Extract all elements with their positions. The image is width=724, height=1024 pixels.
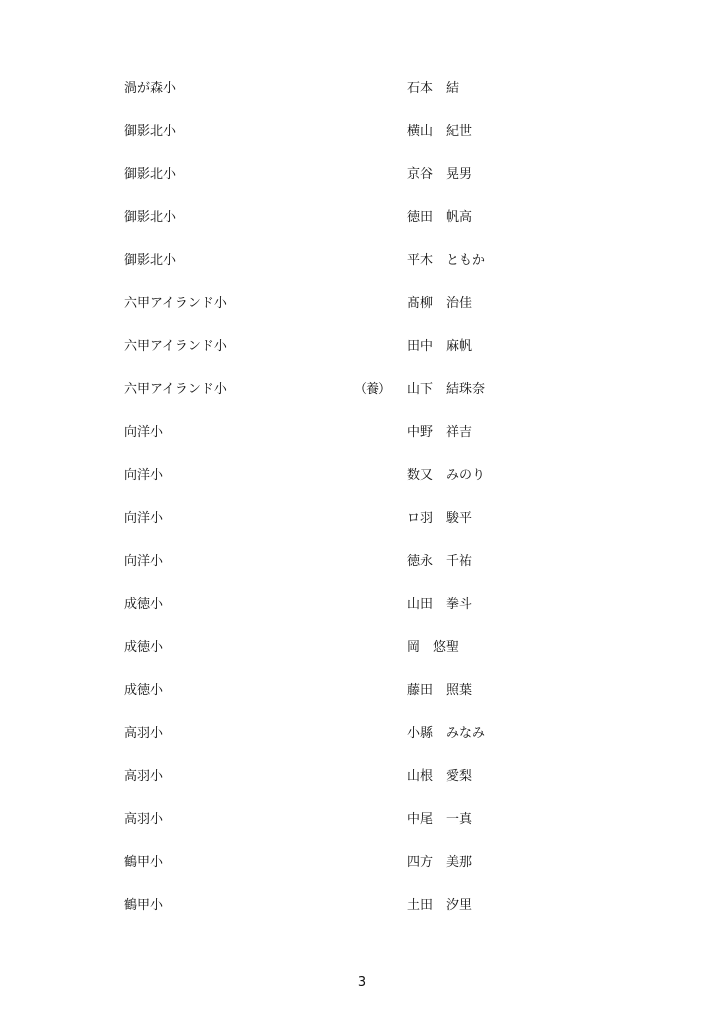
person-name: 小縣 みなみ <box>407 726 486 741</box>
person-name: 土田 汐里 <box>407 898 473 913</box>
school-name: 鶴甲小 <box>124 898 164 913</box>
school-name: 御影北小 <box>124 253 177 268</box>
person-name: 平木 ともか <box>407 253 486 268</box>
school-name: 渦が森小 <box>124 81 177 96</box>
person-name: 髙柳 治佳 <box>407 296 473 311</box>
school-name: 向洋小 <box>124 468 164 483</box>
person-name: 徳永 千祐 <box>407 554 473 569</box>
school-name: 鶴甲小 <box>124 855 164 870</box>
person-name: 四方 美那 <box>407 855 473 870</box>
list-item <box>0 208 724 228</box>
list-item <box>0 79 724 99</box>
list-item <box>0 423 724 443</box>
list-item <box>0 509 724 529</box>
list-item <box>0 251 724 271</box>
school-name: 御影北小 <box>124 124 177 139</box>
school-name: 成徳小 <box>124 597 164 612</box>
person-name: 横山 紀世 <box>407 124 473 139</box>
school-name: 成徳小 <box>124 683 164 698</box>
role-mark: （養） <box>354 382 391 397</box>
school-name: 六甲アイランド小 <box>124 296 227 311</box>
list-item <box>0 638 724 658</box>
school-name: 向洋小 <box>124 425 164 440</box>
school-name: 御影北小 <box>124 210 177 225</box>
list-item <box>0 767 724 787</box>
list-item <box>0 681 724 701</box>
school-name: 成徳小 <box>124 640 164 655</box>
person-name: 数又 みのり <box>407 468 486 483</box>
person-name: 山根 愛梨 <box>407 769 473 784</box>
school-name: 向洋小 <box>124 554 164 569</box>
person-name: 中野 祥吉 <box>407 425 473 440</box>
list-item <box>0 466 724 486</box>
person-name: 京谷 晃男 <box>407 167 473 182</box>
list-item <box>0 896 724 916</box>
person-name: 石本 結 <box>407 81 460 96</box>
list-item <box>0 337 724 357</box>
school-name: 高羽小 <box>124 812 164 827</box>
school-name: 高羽小 <box>124 769 164 784</box>
list-item <box>0 552 724 572</box>
page-number: 3 <box>357 975 367 990</box>
school-name: 高羽小 <box>124 726 164 741</box>
person-name: 山下 結珠奈 <box>407 382 486 397</box>
person-name: 田中 麻帆 <box>407 339 473 354</box>
school-name: 六甲アイランド小 <box>124 382 227 397</box>
person-name: ロ羽 駿平 <box>407 511 473 526</box>
list-item <box>0 380 724 400</box>
list-item <box>0 122 724 142</box>
list-item <box>0 294 724 314</box>
person-name: 藤田 照葉 <box>407 683 473 698</box>
person-name: 中尾 一真 <box>407 812 473 827</box>
person-name: 岡 悠聖 <box>407 640 460 655</box>
person-name: 徳田 帆高 <box>407 210 473 225</box>
school-name: 六甲アイランド小 <box>124 339 227 354</box>
list-item <box>0 810 724 830</box>
list-item <box>0 165 724 185</box>
list-item <box>0 595 724 615</box>
list-item <box>0 724 724 744</box>
school-name: 御影北小 <box>124 167 177 182</box>
list-item <box>0 853 724 873</box>
person-name: 山田 拳斗 <box>407 597 473 612</box>
school-name: 向洋小 <box>124 511 164 526</box>
